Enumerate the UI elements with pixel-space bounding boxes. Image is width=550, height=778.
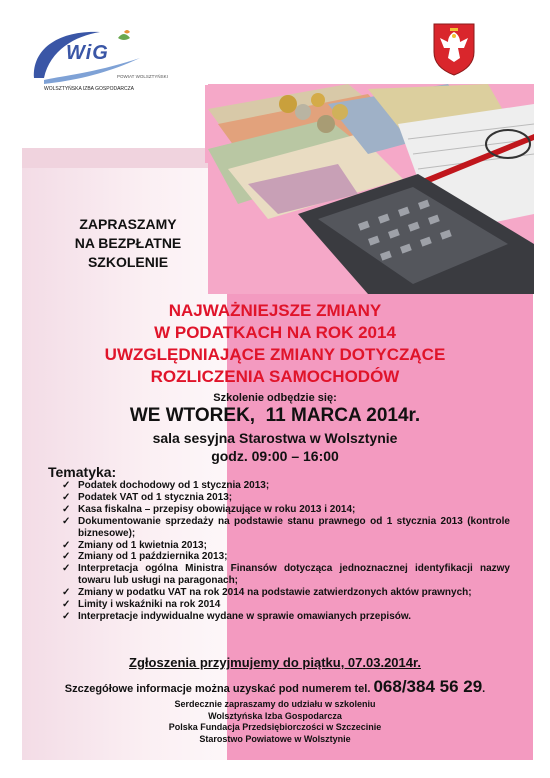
- topic-item: ✓ Zmiany w podatku VAT na rok 2014 na podstawie zatwierdzonych aktów prawnych;: [62, 587, 472, 599]
- checkmark-icon: ✓: [62, 610, 71, 622]
- invitation-heading: [48, 215, 208, 272]
- checkmark-icon: ✓: [62, 599, 71, 611]
- invite-line: SZKOLENIE: [87, 254, 169, 270]
- topics-heading: Tematyka:: [48, 464, 117, 480]
- footer-organizers: [40, 699, 510, 745]
- footer-line: Polska Fundacja Przedsiębiorczości w Szczecinie: [168, 722, 382, 732]
- topic-item: ✓ Podatek VAT od 1 stycznia 2013;: [62, 491, 233, 503]
- invite-line: ZAPRASZAMY: [79, 216, 177, 232]
- contact-info-text: Szczegółowe informacje można uzyskać pod numerem tel.: [64, 683, 374, 695]
- topic-item: ✓ Interpretacje indywidualne wydane w sprawie omawianych przepisów.: [62, 610, 412, 622]
- training-time: godz. 09:00 – 16:00: [211, 448, 339, 464]
- phone-number: 068/384 56 29: [373, 677, 483, 696]
- checkmark-icon: ✓: [62, 539, 71, 551]
- topics-list: [62, 480, 510, 623]
- footer-line: Serdecznie zapraszamy do udziału w szkoleniu: [174, 699, 376, 709]
- title-line: ROZLICZENIA SAMOCHODÓW: [150, 367, 400, 386]
- topic-item: ✓ Limity i wskaźniki na rok 2014: [62, 599, 221, 611]
- footer-line: Starostwo Powiatowe w Wolsztynie: [199, 733, 351, 744]
- checkmark-icon: ✓: [62, 480, 71, 491]
- logo-wig-text: WiG: [66, 42, 109, 64]
- training-place: sala sesyjna Starostwa w Wolsztynie: [152, 430, 398, 446]
- money-calculator-photo: [208, 84, 534, 294]
- topic-item: ✓ Zmiany od 1 października 2013;: [62, 551, 228, 563]
- checkmark-icon: ✓: [62, 563, 71, 575]
- checkmark-icon: ✓: [62, 587, 71, 599]
- title-line: UWZGLĘDNIAJĄCE ZMIANY DOTYCZĄCE: [104, 345, 446, 364]
- contact-info: [40, 677, 510, 697]
- checkmark-icon: ✓: [62, 491, 71, 503]
- topic-item: ✓ Podatek dochodowy od 1 stycznia 2013;: [62, 480, 270, 491]
- topic-item: ✓ Zmiany od 1 kwietnia 2013;: [62, 539, 207, 551]
- topic-item: ✓ Dokumentowanie sprzedaży na podstawie stanu prawnego od 1 stycznia 2013 (kontrole biznesowe);: [62, 515, 510, 539]
- registration-deadline: Zgłoszenia przyjmujemy do piątku, 07.03.2014r.: [129, 655, 421, 670]
- training-date: WE WTOREK, 11 MARCA 2014r.: [129, 405, 421, 426]
- checkmark-icon: ✓: [62, 503, 71, 515]
- checkmark-icon: ✓: [62, 551, 71, 563]
- left-panel-top-band: [22, 148, 227, 168]
- invite-line: NA BEZPŁATNE: [74, 235, 182, 251]
- topic-item: ✓ Interpretacja ogólna Ministra Finansów dotycząca jednoznacznej identyfikacji nazwy towaru lub usługi na paragonach;: [62, 563, 510, 587]
- title-line: NAJWAŻNIEJSZE ZMIANY: [168, 301, 382, 320]
- title-line: W PODATKACH NA ROK 2014: [154, 323, 396, 342]
- topic-item: ✓ Kasa fiskalna – przepisy obowiązujące w roku 2013 i 2014;: [62, 503, 356, 515]
- training-when-label: Szkolenie odbędzie się:: [213, 392, 337, 404]
- coat-of-arms-icon: [432, 22, 476, 76]
- footer-line: Wolsztyńska Izba Gospodarcza: [208, 710, 342, 721]
- wig-logo: [30, 28, 168, 92]
- contact-info-end: .: [482, 683, 486, 695]
- training-title: [40, 300, 510, 388]
- logo-powiat-text: POWIAT WOLSZTYŃSKI: [117, 74, 168, 79]
- checkmark-icon: ✓: [62, 515, 71, 527]
- logo-organization-name: WOLSZTYŃSKA IZBA GOSPODARCZA: [44, 86, 135, 92]
